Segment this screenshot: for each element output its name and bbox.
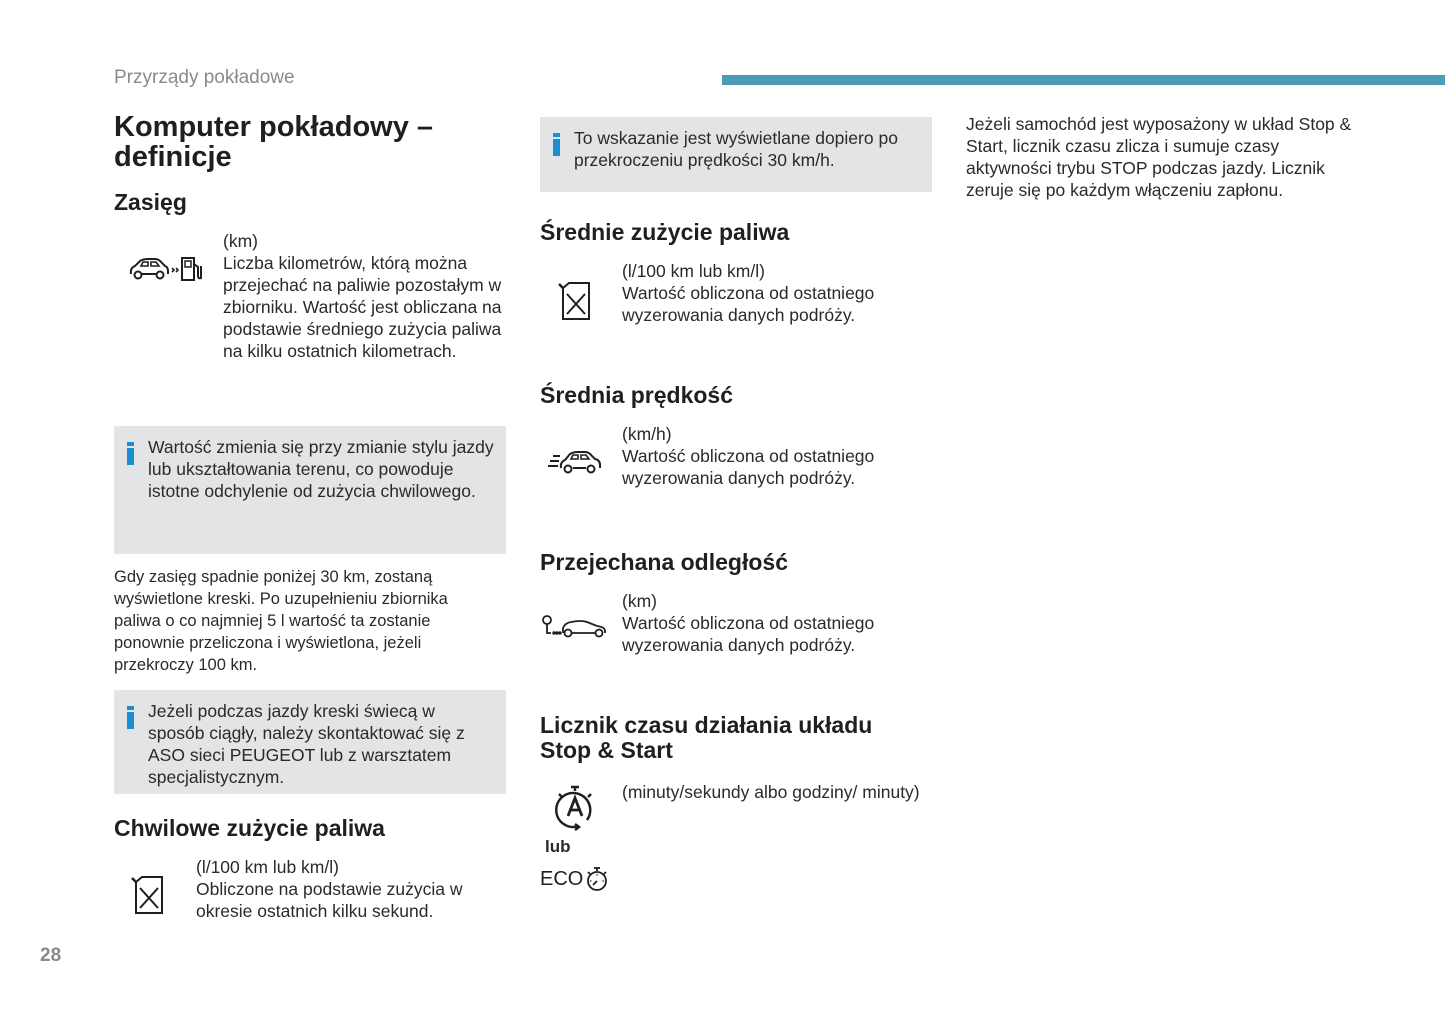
heading-average-speed: Średnia prędkość (540, 382, 734, 408)
info-icon (127, 442, 134, 465)
info-box-contact-dealer (114, 690, 506, 794)
pin-car-distance-icon (541, 614, 609, 640)
auto-stop-start-stopwatch-icon (553, 784, 597, 832)
stop-start-explanation: Jeżeli samochód jest wyposażony w układ Stop & Start, licznik czasu zlicza i sumuje czasy aktywności trybu STOP podczas jazdy. Licznik zeruje się po każdym włączeniu zapłonu. (966, 114, 1352, 200)
range-text-block (223, 230, 508, 362)
range-description: Liczba kilometrów, którą można przejechać na paliwie pozostałym w zbiorniku. Wartość jest obliczana na podstawie średniego zużycia paliwa na kilku ostatnich kilometrach. (223, 253, 502, 361)
info-box-range-variation (114, 426, 506, 554)
range-dashes-paragraph: Gdy zasięg spadnie poniżej 30 km, zostaną wyświetlone kreski. Po uzupełnieniu zbiornika paliwa o co najmniej 5 l wartość ta zostanie ponownie przeliczona i wyświetlona, jeżeli przekroczy 100 km. (114, 568, 448, 674)
info-box-text: Wartość zmienia się przy zmianie stylu jazdy lub ukształtowania terenu, co powoduje istotne odchylenie od zużycia chwilowego. (148, 437, 494, 501)
car-to-fuel-pump-icon (128, 254, 206, 284)
header-accent-bar (722, 75, 1445, 85)
distance-travelled-description: Wartość obliczona od ostatniego wyzerowania danych podróży. (622, 613, 875, 655)
average-consumption-unit: (l/100 km lub km/l) (622, 261, 765, 281)
heading-stop-start-timer: Licznik czasu działania układu Stop & Start (540, 712, 873, 763)
stop-start-unit: (minuty/sekundy albo godziny/ minuty) (622, 782, 920, 802)
heading-distance-travelled: Przejechana odległość (540, 549, 788, 575)
eco-stopwatch-group (540, 866, 609, 892)
average-consumption-description: Wartość obliczona od ostatniego wyzerowania danych podróży. (622, 283, 875, 325)
fuel-can-icon (130, 874, 166, 916)
page-number: 28 (40, 945, 62, 966)
eco-label: ECO (540, 867, 584, 890)
average-consumption-text-block (622, 260, 932, 326)
heading-instant-consumption: Chwilowe zużycie paliwa (114, 815, 385, 841)
info-icon (127, 706, 134, 729)
info-box-speed-threshold (540, 117, 932, 192)
section-label: Przyrządy pokładowe (114, 67, 295, 88)
instant-consumption-description: Obliczone na podstawie zużycia w okresie ostatnich kilku sekund. (196, 879, 463, 921)
eco-stopwatch-icon (585, 866, 609, 892)
average-speed-description: Wartość obliczona od ostatniego wyzerowania danych podróży. (622, 446, 875, 488)
heading-range: Zasięg (114, 189, 187, 215)
page-title: Komputer pokładowy – definicje (114, 111, 434, 173)
average-speed-unit: (km/h) (622, 424, 672, 444)
instant-consumption-unit: (l/100 km lub km/l) (196, 857, 339, 877)
range-unit: (km) (223, 231, 258, 251)
distance-travelled-text-block (622, 590, 932, 656)
or-label: lub (545, 837, 571, 856)
info-icon (553, 133, 560, 156)
info-box-text: Jeżeli podczas jazdy kreski świecą w sposób ciągły, należy skontaktować się z ASO sieci PEUGEOT lub z warsztatem specjalistycznym. (148, 701, 465, 787)
instant-consumption-text-block (196, 856, 496, 922)
info-box-text: To wskazanie jest wyświetlane dopiero po przekroczeniu prędkości 30 km/h. (574, 128, 898, 170)
fuel-can-icon (557, 280, 593, 322)
moving-car-icon (547, 449, 603, 475)
average-speed-text-block (622, 423, 932, 489)
heading-average-consumption: Średnie zużycie paliwa (540, 219, 790, 245)
distance-travelled-unit: (km) (622, 591, 657, 611)
